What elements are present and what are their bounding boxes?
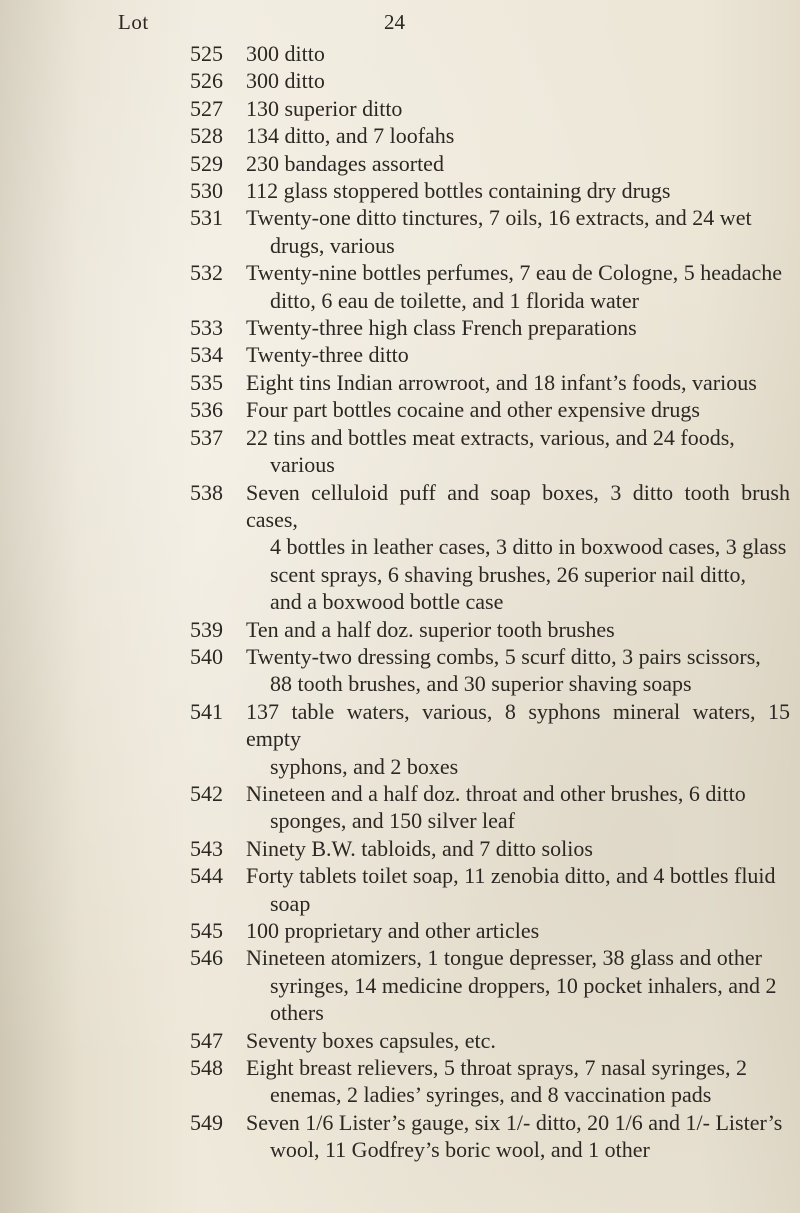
lot-number: 549 (190, 1109, 223, 1135)
lot-column-heading: Lot (118, 10, 149, 34)
description-continuation-line: scent sprays, 6 shaving brushes, 26 superior nail ditto, (270, 561, 746, 587)
description-continuation-line: syringes, 14 medicine droppers, 10 pocket inhalers, and 2 (270, 972, 777, 998)
lot-entry (0, 314, 800, 341)
lot-number: 527 (190, 95, 223, 121)
description-line: Eight tins Indian arrowroot, and 18 infant’s foods, various (246, 369, 757, 395)
lot-entry (0, 917, 800, 944)
description-continuation-line: 4 bottles in leather cases, 3 ditto in boxwood cases, 3 glass (270, 534, 787, 560)
description-line: Four part bottles cocaine and other expensive drugs (246, 397, 700, 423)
description-continuation-line: sponges, and 150 silver leaf (270, 808, 515, 834)
description-continuation-line: wool, 11 Godfrey’s boric wool, and 1 other (270, 1137, 650, 1163)
lot-entry (0, 40, 800, 67)
lot-entry (0, 643, 800, 698)
lot-description (246, 150, 790, 177)
description-continuation-line: various (270, 452, 335, 478)
description-continuation-line: soap (270, 890, 311, 916)
description-line: 230 bandages assorted (246, 150, 444, 176)
description-line: Twenty-nine bottles perfumes, 7 eau de Cologne, 5 headache (246, 260, 783, 286)
lot-description (246, 917, 790, 944)
lot-description (246, 424, 790, 479)
lot-description (246, 1054, 790, 1109)
description-continuation-line: syphons, and 2 boxes (270, 753, 459, 779)
lot-number: 530 (190, 178, 223, 204)
lot-description (246, 1027, 790, 1054)
lot-entry (0, 150, 800, 177)
lot-number: 544 (190, 863, 223, 889)
lot-number: 525 (190, 41, 223, 66)
lot-entry (0, 1027, 800, 1054)
description-continuation-line: and a boxwood bottle case (270, 589, 504, 615)
lot-description (246, 616, 790, 643)
lot-number: 536 (190, 397, 223, 423)
description-line: 112 glass stoppered bottles containing dry drugs (246, 178, 671, 204)
lot-number: 541 (190, 698, 223, 724)
description-continuation-line: drugs, various (270, 232, 395, 258)
lot-description (246, 944, 790, 1026)
description-line: 130 superior ditto (246, 95, 403, 121)
description-line: Eight breast relievers, 5 throat sprays, 7 nasal syringes, 2 (246, 1055, 747, 1081)
description-line: Twenty-three high class French preparations (246, 315, 637, 341)
lot-entry (0, 95, 800, 122)
description-line: Ninety B.W. tabloids, and 7 ditto solios (246, 835, 593, 861)
lot-entry (0, 616, 800, 643)
description-line: Nineteen and a half doz. throat and other brushes, 6 ditto (246, 780, 746, 806)
lot-entry (0, 479, 800, 616)
lot-number: 529 (190, 150, 223, 176)
lot-description (246, 862, 790, 917)
lot-description (246, 780, 790, 835)
lot-entry (0, 396, 800, 423)
lot-number: 540 (190, 643, 223, 669)
description-continuation-line: enemas, 2 ladies’ syringes, and 8 vaccination pads (270, 1082, 712, 1108)
lot-number: 533 (190, 315, 223, 341)
lot-entry (0, 1109, 800, 1164)
description-line: 300 ditto (246, 68, 325, 94)
description-line: 134 ditto, and 7 loofahs (246, 123, 455, 149)
lot-description (246, 122, 790, 149)
lot-number: 548 (190, 1055, 223, 1081)
lot-number: 528 (190, 123, 223, 149)
lot-description (246, 67, 790, 94)
lot-description (246, 396, 790, 423)
lot-entry (0, 698, 800, 780)
lot-entry (0, 944, 800, 1026)
lot-entry (0, 67, 800, 94)
description-line: Twenty-three ditto (246, 342, 409, 368)
lot-description (246, 369, 790, 396)
lot-number: 545 (190, 918, 223, 943)
lot-entry (0, 424, 800, 479)
lot-description (246, 314, 790, 341)
lot-entry (0, 369, 800, 396)
description-line: Forty tablets toilet soap, 11 zenobia ditto, and 4 bottles fluid (246, 863, 776, 889)
description-line: Seventy boxes capsules, etc. (246, 1027, 496, 1053)
lot-number: 546 (190, 945, 223, 971)
description-line: Seven 1/6 Lister’s gauge, six 1/- ditto, 20 1/6 and 1/- Lister’s (246, 1109, 783, 1135)
lot-description (246, 1109, 790, 1164)
lot-description (246, 643, 790, 698)
description-line: 22 tins and bottles meat extracts, various, and 24 foods, (246, 424, 735, 450)
description-line: 100 proprietary and other articles (246, 918, 540, 943)
lot-description (246, 259, 790, 314)
lot-number: 538 (190, 479, 223, 505)
description-line: 300 ditto (246, 41, 325, 66)
lot-number: 539 (190, 616, 223, 642)
description-line: Twenty-two dressing combs, 5 scurf ditto, 3 pairs scissors, (246, 643, 761, 669)
description-line: Ten and a half doz. superior tooth brushes (246, 616, 615, 642)
lot-entry (0, 780, 800, 835)
lot-number: 532 (190, 260, 223, 286)
lot-description (246, 95, 790, 122)
lot-entry (0, 204, 800, 259)
page-number: 24 (384, 10, 405, 34)
lot-number: 542 (190, 780, 223, 806)
lot-description (246, 40, 790, 67)
description-line: Nineteen atomizers, 1 tongue depresser, 38 glass and other (246, 945, 762, 971)
lot-number: 534 (190, 342, 223, 368)
description-line: 137 table waters, various, 8 syphons mineral waters, 15 empty (246, 698, 790, 752)
lot-number: 543 (190, 835, 223, 861)
lot-entry (0, 341, 800, 368)
lot-number: 547 (190, 1027, 223, 1053)
lot-number: 535 (190, 369, 223, 395)
description-line: Seven celluloid puff and soap boxes, 3 ditto tooth brush cases, (246, 479, 790, 532)
lot-entry (0, 862, 800, 917)
lot-entry (0, 122, 800, 149)
lot-description (246, 479, 790, 616)
lot-number: 531 (190, 205, 223, 231)
lot-entry (0, 1054, 800, 1109)
description-continuation-line: 88 tooth brushes, and 30 superior shaving soaps (270, 671, 692, 697)
lot-description (246, 835, 790, 862)
description-line: Twenty-one ditto tinctures, 7 oils, 16 extracts, and 24 wet (246, 205, 752, 231)
lot-number: 537 (190, 424, 223, 450)
lot-entry (0, 259, 800, 314)
lot-entry (0, 835, 800, 862)
lot-list (0, 40, 800, 1164)
lot-description (246, 204, 790, 259)
lot-description (246, 698, 790, 780)
lot-description (246, 341, 790, 368)
description-continuation-line: ditto, 6 eau de toilette, and 1 florida water (270, 287, 639, 313)
lot-description (246, 177, 790, 204)
description-continuation-line: others (270, 1000, 324, 1026)
lot-number: 526 (190, 68, 223, 94)
lot-entry (0, 177, 800, 204)
